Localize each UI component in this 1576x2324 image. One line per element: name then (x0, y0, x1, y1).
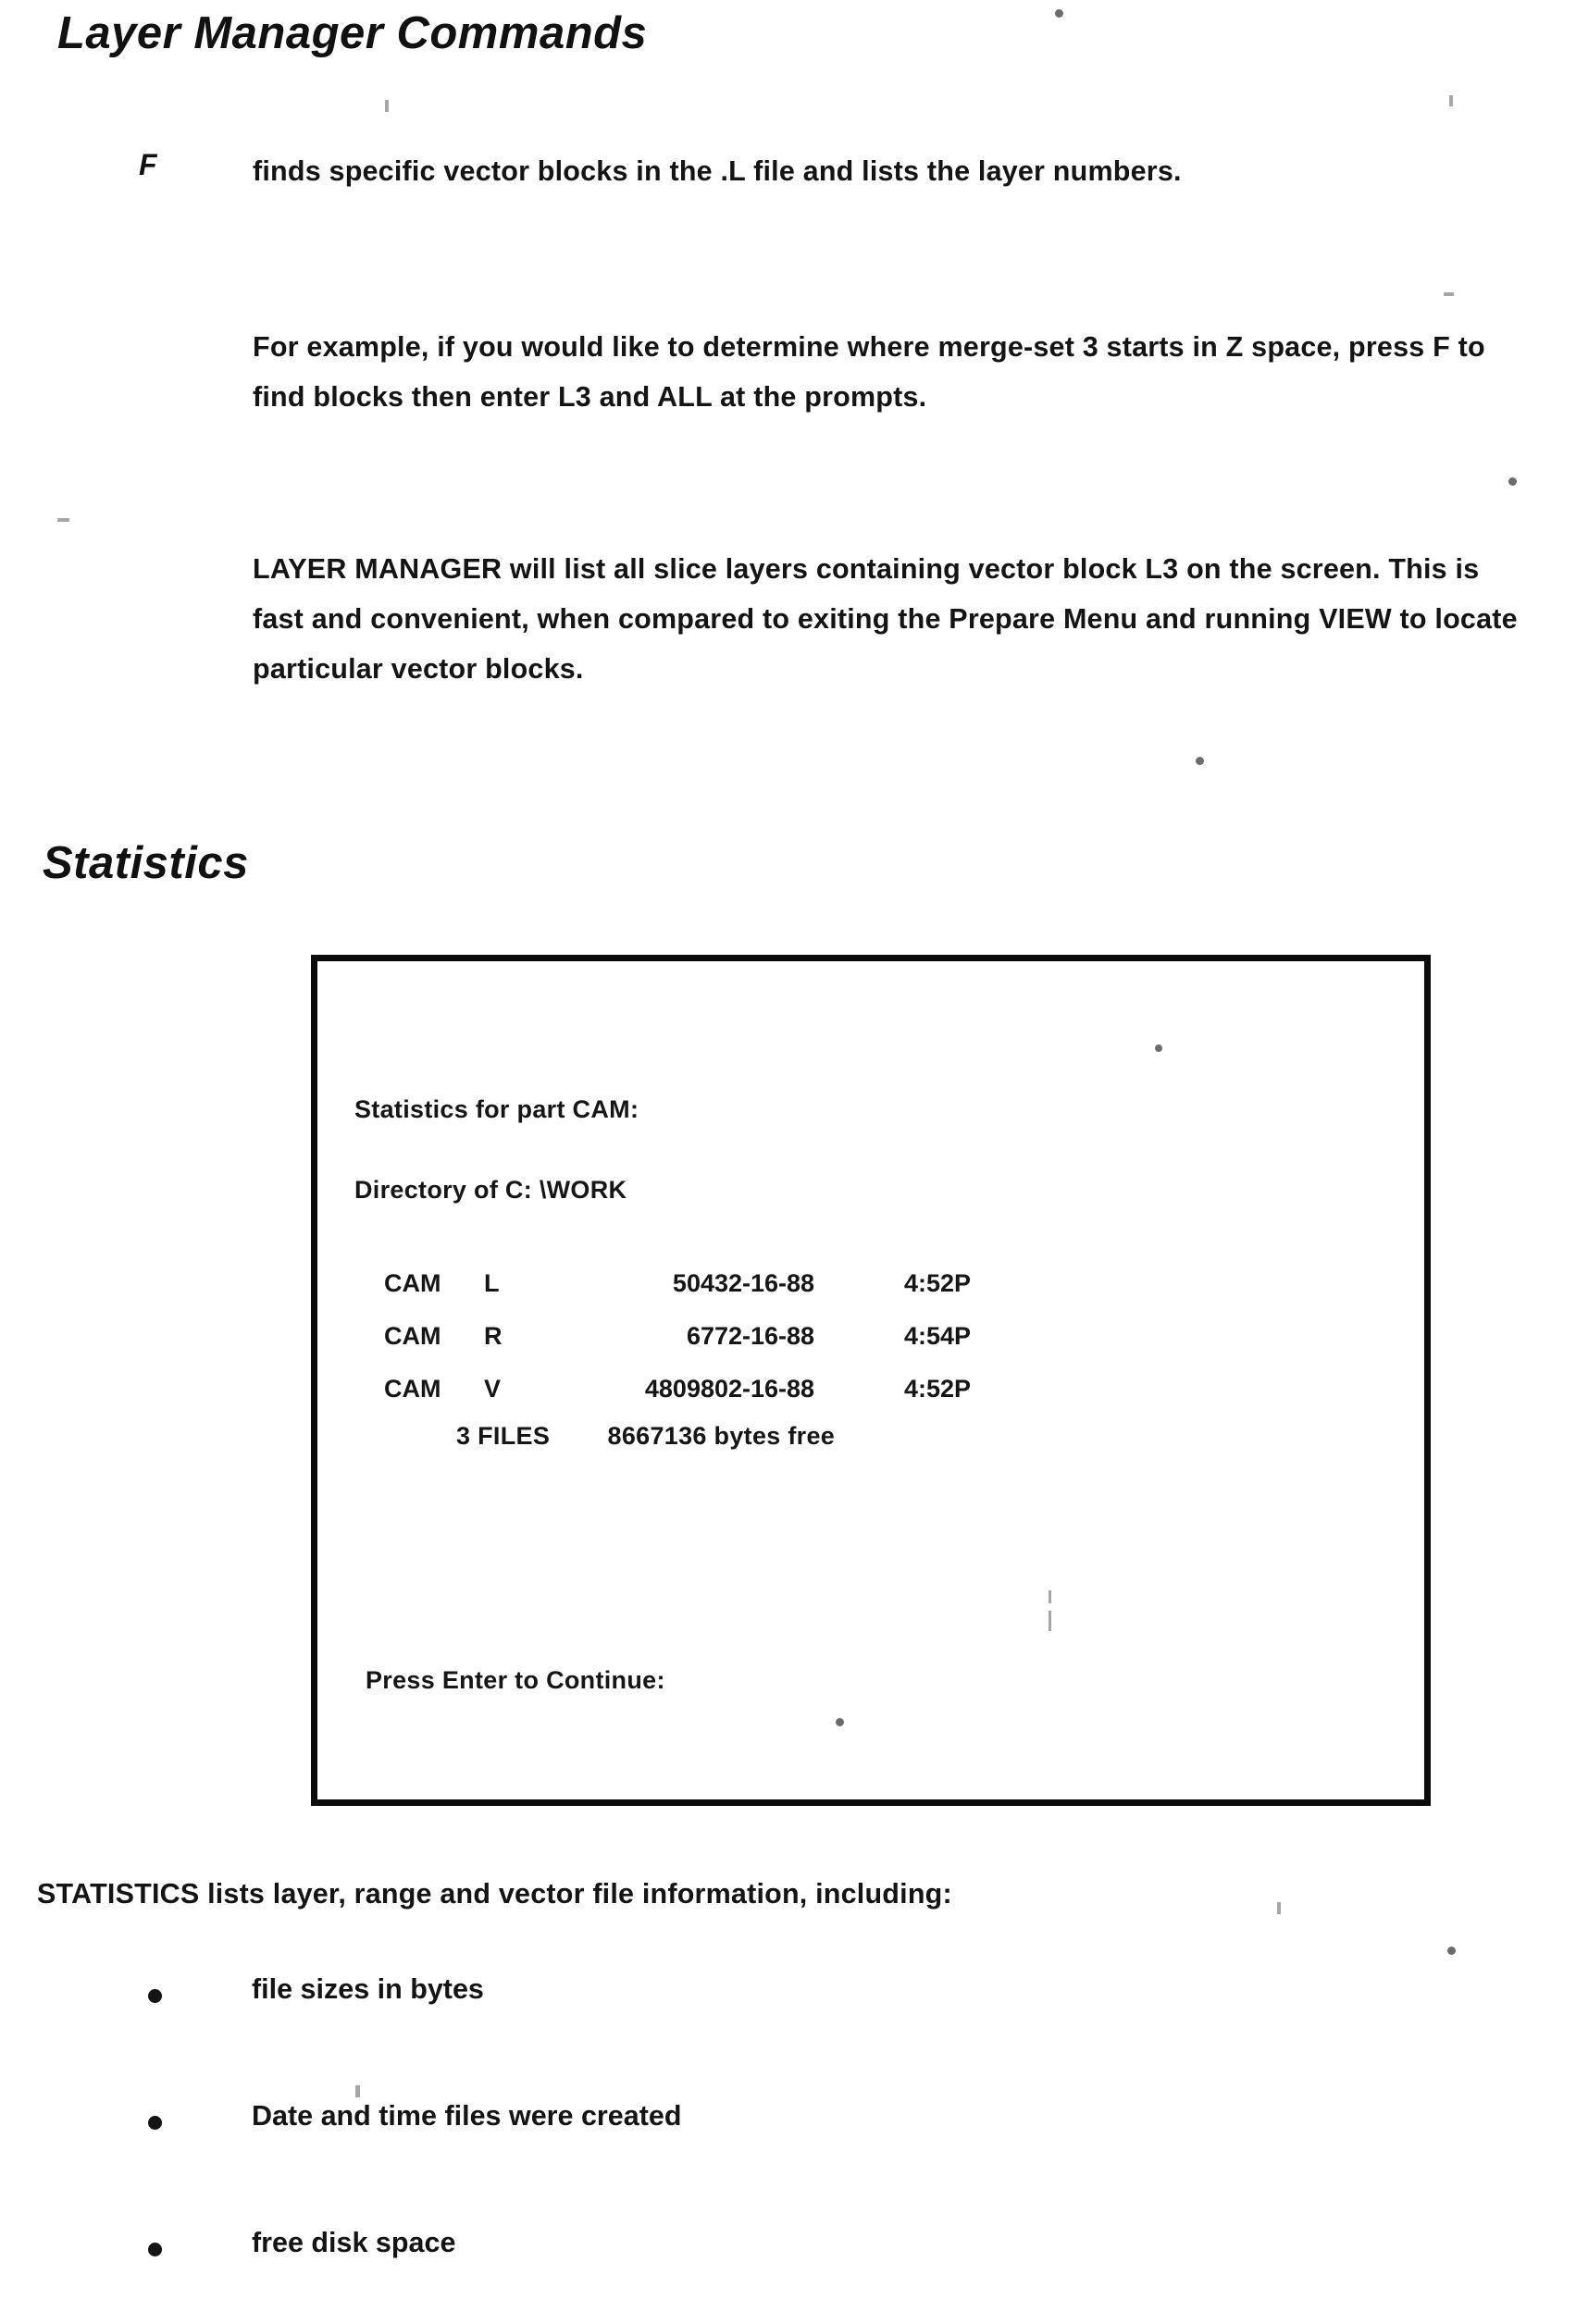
cell-file-size: 5043 (672, 1269, 728, 1297)
cell-file-ext: L (484, 1269, 500, 1297)
scan-speck (1196, 757, 1204, 765)
cell-file-size: 677 (686, 1322, 728, 1350)
scan-speck (836, 1718, 844, 1726)
bullet-dot-icon (148, 2116, 162, 2130)
screen-prompt-line: Press Enter to Continue: (366, 1666, 665, 1694)
cell-file-time: 4:52P (904, 1269, 972, 1297)
cell-file-date: 2-16-88 (728, 1375, 815, 1403)
heading-statistics: Statistics (43, 838, 249, 888)
heading-layer-manager-commands: Layer Manager Commands (57, 8, 648, 58)
screen-summary-line: 3 FILES 8667136 bytes free (456, 1422, 836, 1450)
cell-file-date: 2-16-88 (728, 1322, 815, 1350)
table-row (384, 1315, 971, 1367)
scan-speck (1049, 1590, 1051, 1603)
cell-file-name: CAM (384, 1375, 441, 1403)
cell-file-date: 2-16-88 (728, 1269, 815, 1297)
cell-file-size: 480980 (644, 1375, 728, 1403)
paragraph-example: For example, if you would like to determine where merge-set 3 starts in Z space, press F to find blocks then enter L3 and ALL at the prompts. (253, 331, 1485, 413)
cell-file-time: 4:52P (904, 1375, 972, 1403)
command-letter-f: F (139, 148, 157, 181)
list-item: file sizes in bytes (252, 1973, 484, 2005)
table-row (384, 1367, 971, 1420)
scan-speck (1508, 477, 1517, 486)
bullet-dot-icon (148, 1989, 162, 2003)
table-row (384, 1262, 971, 1315)
bullet-dot-icon (148, 2243, 162, 2256)
scan-speck (1447, 1947, 1456, 1955)
screen-title: Statistics for part CAM: (354, 1095, 639, 1123)
statistics-screen-illustration (311, 955, 1431, 1806)
scan-speck (1155, 1045, 1162, 1052)
cell-file-ext: R (484, 1322, 503, 1350)
scan-speck (385, 100, 389, 112)
command-f-description: finds specific vector blocks in the .L file and lists the layer numbers. (253, 155, 1182, 187)
cell-file-ext: V (484, 1375, 502, 1403)
scan-speck (1449, 95, 1453, 106)
scan-speck (57, 518, 69, 522)
screen-file-table (384, 1262, 971, 1420)
paragraph-layer-manager-note: LAYER MANAGER will list all slice layers containing vector block L3 on the screen. This is fast and convenient, when compared to exiting the Prepare Menu and running VIEW to locate particular vector blocks. (253, 553, 1518, 685)
scan-speck (1055, 9, 1063, 18)
scan-speck (1444, 292, 1454, 296)
cell-file-name: CAM (384, 1322, 441, 1350)
screen-directory-line: Directory of C: \WORK (354, 1176, 627, 1204)
scan-speck (1049, 1611, 1051, 1631)
scan-speck (1277, 1902, 1281, 1914)
cell-file-time: 4:54P (904, 1322, 972, 1350)
scan-speck (355, 2085, 360, 2097)
list-item: Date and time files were created (252, 2100, 682, 2132)
paragraph-statistics-lists: STATISTICS lists layer, range and vector file information, including: (37, 1878, 952, 1910)
cell-file-name: CAM (384, 1269, 441, 1297)
list-item: free disk space (252, 2227, 456, 2258)
